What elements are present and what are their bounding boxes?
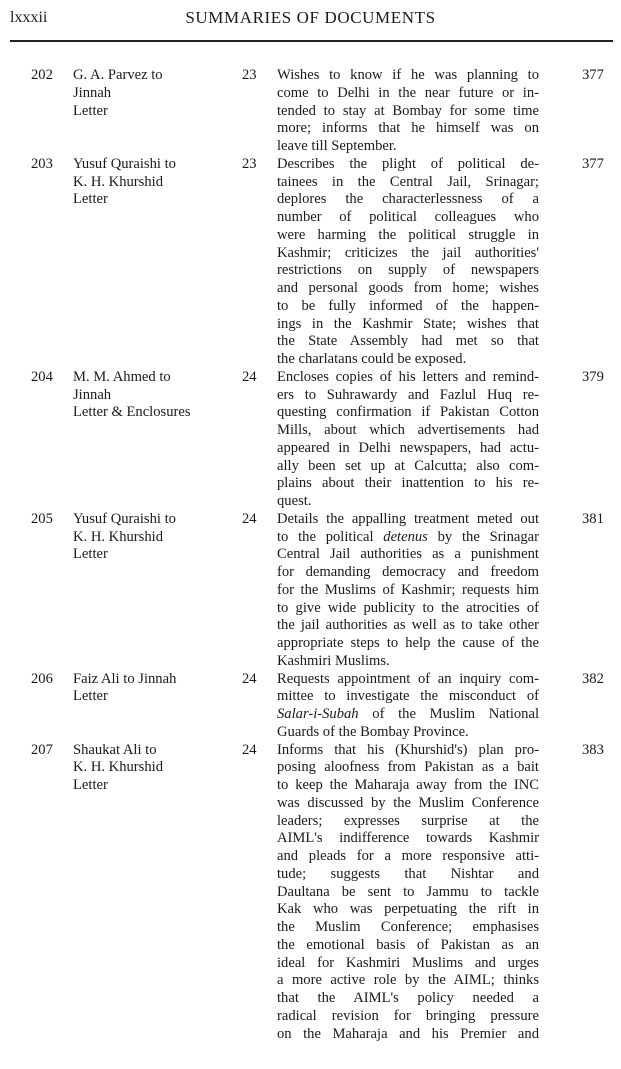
summary-line: appropriate steps to help the cause of the: [277, 635, 539, 651]
summary-line: plains about their inattention to his re-: [277, 475, 539, 492]
summary-line: number of political colleagues who: [277, 209, 539, 225]
summary-line: Kak who was perpetuating the rift in: [277, 901, 539, 918]
correspondent-line: Faiz Ali to Jinnah: [73, 670, 177, 687]
document-number: 203: [31, 155, 53, 172]
page-number: 381: [582, 510, 604, 527]
summary-line: quest.: [277, 493, 312, 509]
summary-line: posing aloofness from Pakistan as a bait: [277, 759, 539, 776]
correspondent-line: G. A. Parvez to: [73, 67, 163, 83]
summary-line: leave till September.: [277, 138, 397, 154]
summary-line: ideal for Kashmiri Muslims and urges: [277, 954, 539, 971]
summary-line: to the political detenus by the Srinagar: [277, 528, 540, 545]
correspondent-line: Letter: [73, 688, 108, 705]
page-number: 382: [582, 670, 604, 687]
summary-entry: [0, 671, 621, 742]
correspondents: [73, 156, 233, 209]
document-number: 205: [31, 510, 53, 527]
summary-text: [277, 671, 539, 742]
summary-line: tude; suggests that Nishtar and: [277, 865, 539, 882]
summary-line: the Muslim Conference; emphasises: [277, 919, 539, 935]
correspondent-line: Letter: [73, 777, 108, 793]
correspondent-line: Letter: [73, 191, 108, 208]
correspondent-line: K. H. Khurshid: [73, 759, 163, 776]
correspondent-line: Shaukat Ali to: [73, 741, 157, 758]
summary-line: come to Delhi in the near future or in-: [277, 84, 539, 101]
summary-line: a more active role by the AIML; thinks: [277, 972, 539, 989]
summary-line: Central Jail authorities as a punishment: [277, 546, 539, 563]
summary-line: Mills, about which advertisements had: [277, 422, 539, 438]
summary-line: radical revision for bringing pressure: [277, 1007, 539, 1024]
summary-line: to be fully informed of the happen-: [277, 297, 539, 314]
document-date: 23: [242, 155, 257, 172]
summary-line: for the Muslims of Kashmir; requests him: [277, 581, 539, 598]
correspondent-line: Letter & Enclosures: [73, 404, 191, 421]
document-date: 24: [242, 670, 257, 687]
summary-line: that the AIML's policy needed a: [277, 990, 539, 1006]
page-number: 379: [582, 368, 604, 385]
document-number: 207: [31, 741, 53, 758]
summary-line: ings in the Kashmir State; wishes that: [277, 315, 539, 332]
correspondent-line: Yusuf Quraishi to: [73, 510, 176, 527]
correspondent-line: Yusuf Quraishi to: [73, 155, 176, 172]
summary-text: [277, 511, 539, 671]
summary-line: to keep the Maharaja away from the INC: [277, 777, 539, 793]
document-date: 24: [242, 510, 257, 527]
correspondent-line: Jinnah: [73, 84, 112, 101]
summary-line: the State Assembly had met so that: [277, 333, 539, 350]
summary-entry: [0, 742, 621, 1044]
italic-term: detenus: [383, 528, 428, 545]
page-number: 377: [582, 67, 604, 83]
document-summary-list: [0, 67, 621, 1043]
summary-text: [277, 369, 539, 511]
summary-entry: [0, 511, 621, 671]
summary-line: Kashmiri Muslims.: [277, 652, 390, 669]
correspondent-line: K. H. Khurshid: [73, 528, 163, 545]
running-title: SUMMARIES OF DOCUMENTS: [185, 8, 436, 27]
summary-line: and personal goods from home; wishes: [277, 280, 539, 296]
summary-line: Describes the plight of political de-: [277, 155, 539, 172]
document-date: 24: [242, 368, 257, 385]
summary-line: tainees in the Central Jail, Srinagar;: [277, 173, 539, 190]
summary-line: Daultana be sent to Jammu to tackle: [277, 883, 539, 900]
summary-entry: [0, 156, 621, 369]
summary-line: were harming the political struggle in: [277, 226, 539, 243]
summary-line: and pleads for a more responsive atti-: [277, 848, 539, 864]
summary-line: Wishes to know if he was planning to: [277, 67, 539, 83]
summary-line: the charlatans could be exposed.: [277, 351, 467, 367]
summary-line: questing confirmation if Pakistan Cotton: [277, 404, 539, 421]
summary-line: mittee to investigate the misconduct of: [277, 688, 539, 705]
document-number: 202: [31, 67, 53, 83]
summary-line: to give wide publicity to the atrocities of: [277, 599, 539, 616]
document-number: 204: [31, 368, 53, 385]
summary-line: more; informs that he himself was on: [277, 120, 539, 137]
summary-line: Informs that his (Khurshid's) plan pro-: [277, 741, 539, 758]
correspondents: [73, 511, 233, 564]
correspondent-line: M. M. Ahmed to: [73, 368, 171, 385]
summary-line: Requests appointment of an inquiry com-: [277, 670, 539, 687]
correspondents: [73, 742, 233, 795]
correspondent-line: Letter: [73, 546, 108, 563]
correspondent-line: K. H. Khurshid: [73, 173, 163, 190]
page-folio: lxxxii: [10, 9, 48, 26]
summary-line: leaders; expresses surprise at the: [277, 812, 539, 829]
summary-line: Salar-i-Subah of the Muslim National: [277, 706, 539, 722]
summary-text: [277, 742, 539, 1044]
correspondent-line: Jinnah: [73, 386, 112, 403]
summary-line: Guards of the Bombay Province.: [277, 723, 469, 740]
page-number: 377: [582, 155, 604, 172]
summary-line: on the Maharaja and his Premier and: [277, 1025, 539, 1042]
document-date: 23: [242, 67, 257, 83]
summary-line: restrictions on supply of newspapers: [277, 262, 539, 279]
correspondent-line: Letter: [73, 102, 108, 119]
summary-text: [277, 67, 539, 156]
summary-line: appeared in Delhi newspapers, had actu-: [277, 439, 539, 456]
correspondents: [73, 67, 233, 120]
summary-line: the jail authorities as well as to take other: [277, 617, 539, 634]
summary-line: the emotional basis of Pakistan as an: [277, 936, 539, 953]
summary-line: ally been set up at Calcutta; also com-: [277, 457, 539, 474]
summary-entry: [0, 67, 621, 156]
summary-line: deplores the characterlessness of a: [277, 191, 539, 208]
header-rule: [10, 40, 613, 42]
summary-text: [277, 156, 539, 369]
document-date: 24: [242, 741, 257, 758]
summary-line: Kashmir; criticizes the jail authorities': [277, 244, 539, 261]
summary-line: for demanding democracy and freedom: [277, 564, 539, 580]
summary-line: was discussed by the Muslim Conference: [277, 794, 539, 811]
italic-term: Salar-i-Subah: [277, 706, 359, 722]
page-number: 383: [582, 741, 604, 758]
document-number: 206: [31, 670, 53, 687]
summary-entry: [0, 369, 621, 511]
correspondents: [73, 671, 233, 707]
summary-line: tended to stay at Bombay for some time: [277, 102, 539, 119]
summary-line: AIML's indifference towards Kashmir: [277, 830, 539, 847]
summary-line: ers to Suhrawardy and Fazlul Huq re-: [277, 386, 539, 403]
summary-line: Encloses copies of his letters and remind-: [277, 368, 539, 385]
correspondents: [73, 369, 233, 422]
summary-line: Details the appalling treatment meted out: [277, 510, 539, 527]
